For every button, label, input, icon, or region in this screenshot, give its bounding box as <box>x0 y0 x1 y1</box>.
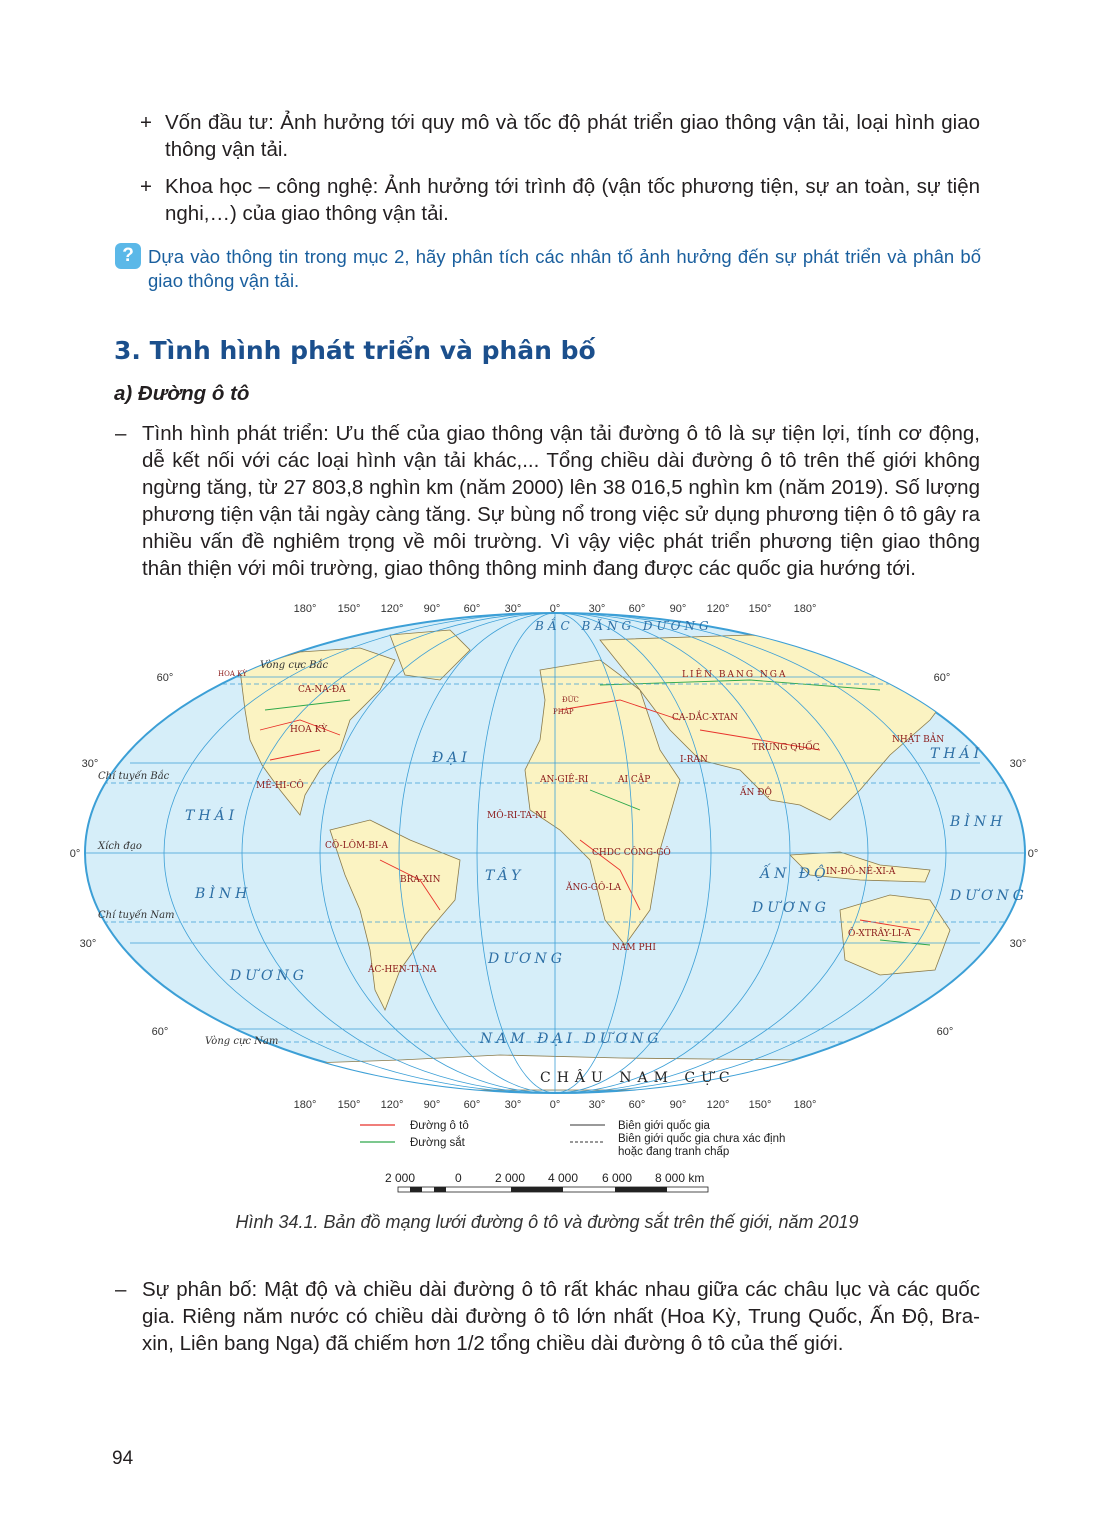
longitude-label: 180° <box>293 603 317 615</box>
longitude-label: 90° <box>669 603 687 615</box>
country-label: ĐỨC <box>562 696 579 704</box>
section-title: 3. Tình hình phát triển và phân bố <box>114 336 596 365</box>
paragraph-distribution: Sự phân bố: Mật độ và chiều dài đường ô tô rất khác nhau giữa các châu lục và các quốc gia. Riêng năm nước có chiều dài đường ô tô lớn nhất (Hoa Kỳ, Trung Quốc, Ấn Độ, Bra-xin, Liên bang Nga) đã chiếm hơn 1/2 tổng chiều dài đường ô tô của thế giới. <box>142 1278 980 1355</box>
longitude-label: 150° <box>337 603 361 615</box>
bullet-marker: + <box>140 111 152 134</box>
country-label: CA-DẮC-XTAN <box>672 713 739 723</box>
subheading: a) Đường ô tô <box>114 382 250 405</box>
country-label: I-RAN <box>680 755 708 765</box>
country-label: ẤN ĐỘ <box>740 788 772 798</box>
ocean-label-indian: ẤN ĐỘ <box>760 866 830 882</box>
country-label: AN-GIÊ-RI <box>540 775 589 785</box>
longitude-label: 60° <box>463 603 481 615</box>
country-label: LIÊN BANG NGA <box>682 670 788 680</box>
longitude-label: 120° <box>380 603 404 615</box>
longitude-label: 120° <box>706 1099 730 1111</box>
country-label: AI CẬP <box>618 775 651 785</box>
longitude-label: 60° <box>628 1099 646 1111</box>
country-label: BRA-XIN <box>400 875 441 885</box>
scale-bar <box>398 1187 708 1192</box>
legend-rail-label: Đường sắt <box>410 1137 465 1149</box>
longitude-label: 90° <box>423 1099 441 1111</box>
legend-border-label: Biên giới quốc gia <box>618 1120 710 1132</box>
longitude-label: 30° <box>588 1099 606 1111</box>
ocean-label-pacific: BÌNH <box>950 814 1007 830</box>
country-label: CÔ-LÔM-BI-A <box>325 841 388 851</box>
ocean-label-atlantic: DƯƠNG <box>488 951 566 967</box>
latitude-label: 30° <box>79 938 97 950</box>
latitude-label: 60° <box>936 1026 954 1038</box>
ocean-label-indian: DƯƠNG <box>752 900 830 916</box>
latitude-label: 30° <box>1009 938 1027 950</box>
country-label: HOA KỲ <box>218 670 247 678</box>
ocean-label-pacific: DƯƠNG <box>950 888 1028 904</box>
bullet-marker: + <box>140 175 152 198</box>
country-label: CA-NA-ĐA <box>298 685 346 695</box>
antarctica-label: CHÂU NAM CỰC <box>540 1070 736 1086</box>
country-label: ÁC-HEN-TI-NA <box>368 965 437 975</box>
figure-caption: Hình 34.1. Bản đồ mạng lưới đường ô tô và đường sắt trên thế giới, năm 2019 <box>235 1212 859 1232</box>
longitude-label: 90° <box>669 1099 687 1111</box>
country-label: TRUNG QUỐC <box>752 743 820 753</box>
ocean-label-pacific: BÌNH <box>195 886 252 902</box>
ocean-label-pacific: THÁI <box>930 746 984 762</box>
country-label: Ô-XTRÂY-LI-A <box>848 929 911 939</box>
bullet-text-investment: Vốn đầu tư: Ảnh hưởng tới quy mô và tốc độ phát triển giao thông vận tải, loại hình giao thông vận tải. <box>165 111 980 161</box>
longitude-label: 120° <box>380 1099 404 1111</box>
longitude-label: 150° <box>748 1099 772 1111</box>
country-label: CHDC CÔNG-GÔ <box>592 848 671 858</box>
longitude-label: 0° <box>549 1099 561 1111</box>
longitude-label: 180° <box>293 1099 317 1111</box>
dash-marker: – <box>115 1278 127 1301</box>
ocean-label-atlantic: ĐẠI <box>432 750 471 766</box>
scale-label: 2 000 <box>385 1171 416 1185</box>
bullet-text-technology: Khoa học – công nghệ: Ảnh hưởng tới trình độ (vận tốc phương tiện, sự an toàn, sự tiện nghi,…) của giao thông vận tải. <box>165 175 980 225</box>
paragraph-development: Tình hình phát triển: Ưu thế của giao thông vận tải đường ô tô là sự tiện lợi, tính cơ động, dễ kết nối với các loại hình vận tải khác,... Tổng chiều dài đường ô tô trên thế giới không ngừng tăng, từ 27 803,8 nghìn km (năm 2000) lên 38 016,5 nghìn km (năm 2019). Số lượng phương tiện vận tải ngày càng tăng. Sự bùng nổ trong việc sử dụng phương tiện ô tô gây ra nhiều vấn đề nghiêm trọng về môi trường. Vì vậy việc phát triển phương tiện giao thông thân thiện với môi trường, giao thông thông minh đang được các quốc gia hướng tới. <box>142 422 980 580</box>
ocean-label-pacific: THÁI <box>185 808 239 824</box>
longitude-label: 150° <box>337 1099 361 1111</box>
dash-marker: – <box>115 422 127 445</box>
scale-label: 4 000 <box>548 1171 579 1185</box>
scale-label: 6 000 <box>602 1171 633 1185</box>
country-label: PHÁP <box>553 708 574 716</box>
scale-label: 0 <box>455 1171 462 1185</box>
equator-label: Xích đạo <box>98 841 142 852</box>
scale-label: 2 000 <box>495 1171 526 1185</box>
longitude-label: 60° <box>463 1099 481 1111</box>
scale-label: 8 000 km <box>655 1171 705 1185</box>
ocean-label-pacific: DƯƠNG <box>230 968 308 984</box>
ocean-label-atlantic: TÂY <box>485 868 525 884</box>
longitude-label: 30° <box>588 603 606 615</box>
longitude-label: 180° <box>793 1099 817 1111</box>
country-label: HOA KỲ <box>290 725 328 735</box>
latitude-label: 60° <box>151 1026 169 1038</box>
question-text: Dựa vào thông tin trong mục 2, hãy phân tích các nhân tố ảnh hưởng đến sự phát triển và phân bố giao thông vận tải. <box>148 246 981 291</box>
latitude-label: 30° <box>1009 758 1027 770</box>
longitude-label: 150° <box>748 603 772 615</box>
country-label: MÔ-RI-TA-NI <box>487 811 547 821</box>
longitude-label: 90° <box>423 603 441 615</box>
country-label: NAM PHI <box>612 943 656 953</box>
latitude-label: 30° <box>81 758 99 770</box>
legend-road-label: Đường ô tô <box>410 1120 469 1132</box>
latitude-label: 0° <box>69 848 81 860</box>
longitude-label: 180° <box>793 603 817 615</box>
longitude-label: 120° <box>706 603 730 615</box>
latitude-label: 60° <box>156 672 174 684</box>
longitude-label: 30° <box>504 1099 522 1111</box>
latitude-label: 0° <box>1027 848 1039 860</box>
antarctic-circle-label: Vòng cực Nam <box>205 1036 279 1047</box>
country-label: NHẬT BẢN <box>892 735 945 745</box>
page-number: 94 <box>112 1448 134 1469</box>
country-label: ĂNG-GÔ-LA <box>566 883 622 893</box>
latitude-label: 60° <box>933 672 951 684</box>
legend-disputed-label: Biên giới quốc gia chưa xác định <box>618 1133 786 1145</box>
tropic-cancer-label: Chí tuyến Bắc <box>98 771 170 782</box>
longitude-label: 60° <box>628 603 646 615</box>
longitude-label: 30° <box>504 603 522 615</box>
country-label: MÊ-HI-CÔ <box>256 781 304 791</box>
legend-disputed-label: hoặc đang tranh chấp <box>618 1146 730 1158</box>
longitude-label: 0° <box>549 603 561 615</box>
tropic-capricorn-label: Chí tuyến Nam <box>98 910 175 921</box>
country-label: IN-ĐÔ-NÊ-XI-A <box>826 867 896 877</box>
ocean-label-southern: NAM ĐẠI DƯƠNG <box>480 1031 663 1047</box>
ocean-label-arctic: BẮC BĂNG DƯƠNG <box>535 619 713 633</box>
arctic-circle-label: Vòng cực Bắc <box>260 660 329 671</box>
world-map <box>0 590 1094 1230</box>
question-icon: ? <box>115 243 141 269</box>
